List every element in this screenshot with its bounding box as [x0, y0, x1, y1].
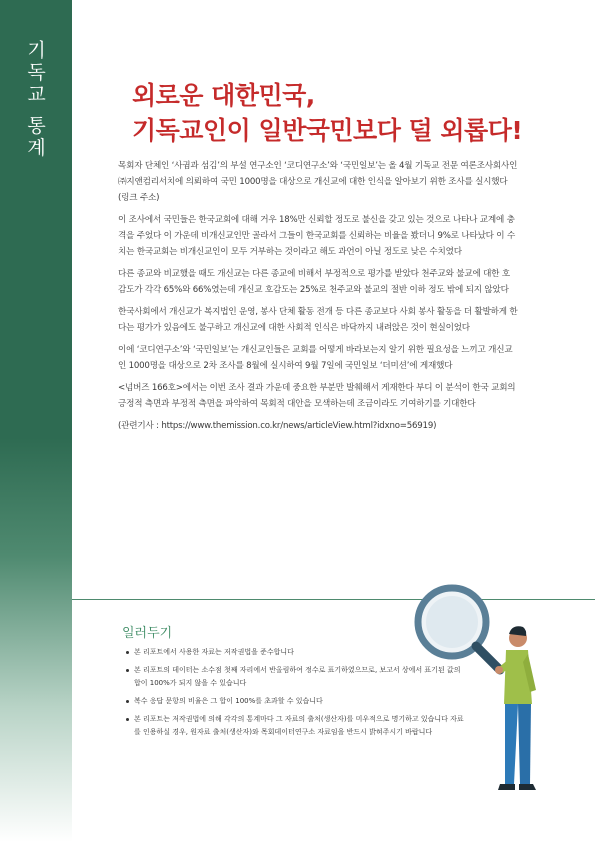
body-paragraph: 이 조사에서 국민들은 한국교회에 대해 거우 18%만 신뢰할 정도로 불신을 갖고 있는 것으로 나타나 교계에 충격을 주었다 이 가운데 비개신교인만 골라서 그들이 한국교회를 신뢰하는 비율을 봤더니 9%로 나타났다 이 수치는 한국교회는 비개신교인이 모두 거부하는 것이라고 해도 과언이 아닐 정도로 낮은 수치였다	[118, 215, 516, 257]
title-line-1: 외로운 대한민국,	[132, 81, 315, 110]
notes-heading: 일러두기	[122, 626, 173, 641]
note-item: 본 리포트는 저작권법에 의해 각각의 통계마다 그 자료의 출처(생산자)를 미우적으로 명기하고 있습니다 자료를 인용하실 경우, 원자료 출처(생산자)와 목회데이터연구소 자료임을 반드시 밝혀주시기 바랍니다	[134, 713, 464, 739]
body-paragraph: 한국사회에서 개신교가 복지법인 운영, 봉사 단체 활동 전개 등 다른 종교보다 사회 봉사 활동을 더 활발하게 한다는 평가가 있음에도 불구하고 개신교에 대한 사회적 인식은 바닥까지 내려앉은 것이 현실이었다	[118, 307, 518, 333]
article-body	[118, 158, 518, 440]
related-article-link: (관련기사 : https://www.themission.co.kr/news/articleView.html?idxno=56919)	[118, 421, 437, 431]
body-paragraph: 다른 종교와 비교했을 때도 개신교는 다른 종교에 비해서 부정적으로 평가를 받았다 천주교와 불교에 대한 호감도가 각각 65%와 66%였는데 개신교 호감도는 25%로 천주교와 불교의 절반 이하 정도 밖에 되지 않았다	[118, 269, 510, 295]
note-item: 본 리포트의 데이터는 소수점 첫째 자리에서 반올림하여 정수로 표기하였으므로, 보고서 상에서 표기된 값의 합이 100%가 되지 않을 수 있습니다	[134, 664, 464, 690]
sidebar	[0, 0, 72, 842]
note-item: 복수 응답 문항의 비율은 그 합이 100%를 초과할 수 있습니다	[134, 695, 464, 708]
title-line-2: 기독교인이 일반국민보다 덜 외롭다!	[132, 116, 523, 145]
person-with-magnifier-icon	[402, 572, 552, 800]
page-title	[132, 78, 552, 148]
body-paragraph: 이에 ‘코디연구소’와 ‘국민일보’는 개신교인들은 교회를 어떻게 바라보는지 알기 위한 필요성을 느끼고 개신교인 1000명을 대상으로 2차 조사를 8월에 실시하여 9월 7일에 국민일보 ‘더미션’에 게재했다	[118, 345, 513, 371]
body-paragraph: <넘버즈 166호>에서는 이번 조사 결과 가운데 중요한 부분만 발췌해서 게재한다 부디 이 분석이 한국 교회의 긍정적 측면과 부정적 측면을 파악하여 목회적 대안을 모색하는데 조금이라도 기여하기를 기대한다	[118, 383, 516, 409]
body-paragraph: 목회자 단체인 ‘사귐과 섬김’의 부설 연구소인 ‘코디연구소’와 ‘국민일보’는 올 4월 기독교 전문 여론조사회사인 ㈜지앤컴리서치에 의뢰하여 국민 1000명을 대상으로 개신교에 대한 인식을 알아보기 위한 조사를 실시했다 (링크 주소)	[118, 161, 518, 203]
section-label: 기독교 통계	[24, 40, 46, 160]
note-item: 본 리포트에서 사용한 자료는 저작권법을 준수합니다	[134, 646, 464, 659]
